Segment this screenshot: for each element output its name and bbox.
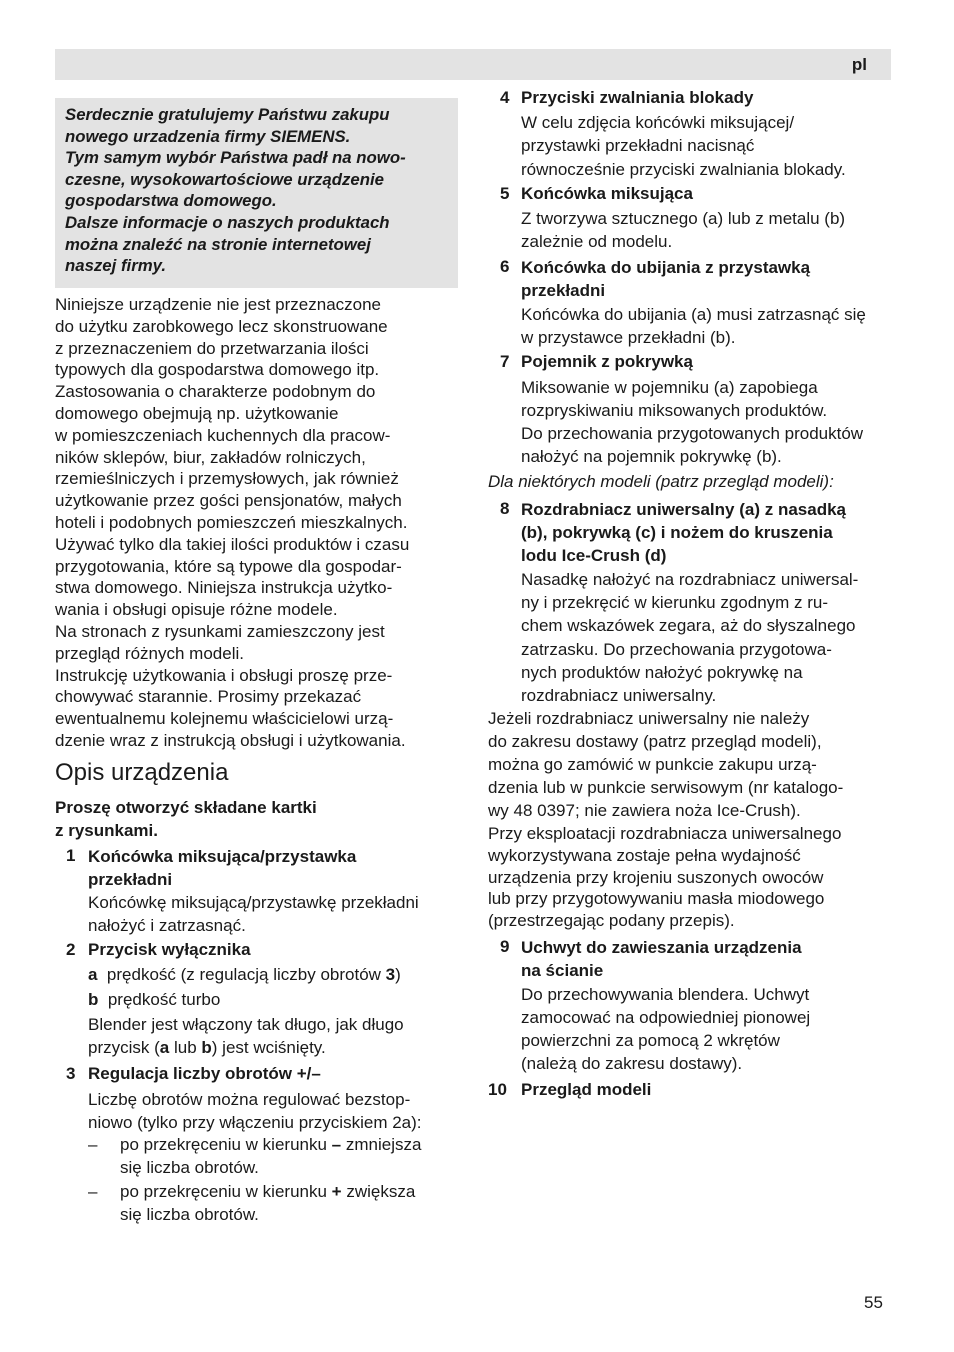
item-number: 1 bbox=[66, 846, 76, 865]
item-number: 5 bbox=[500, 184, 510, 203]
text-line: równocześnie przyciski zwalniania blokady. bbox=[521, 159, 846, 179]
body-line: przygotowania, które są typowe dla gospodar- bbox=[55, 556, 402, 576]
item-number: 4 bbox=[500, 88, 510, 107]
text-line: Z tworzywa sztucznego (a) lub z metalu (b) bbox=[521, 209, 846, 228]
option-label: b bbox=[88, 990, 99, 1009]
text-bold: + bbox=[331, 1182, 342, 1201]
text-line: (przestrzegając podany przepis). bbox=[488, 911, 735, 931]
text-line: wy 48 0397; nie zawiera noża Ice-Crush). bbox=[488, 801, 801, 820]
text-part: po przekręceniu w kierunku bbox=[120, 1182, 332, 1201]
text-line: rozdrabniacz uniwersalny. bbox=[521, 686, 717, 706]
intro-line: można znaleźć na stronie internetowej bbox=[65, 234, 371, 254]
text-line: Końcówka do ubijania (a) musi zatrzasnąć się bbox=[521, 305, 866, 324]
heading-line: na ścianie bbox=[521, 961, 604, 980]
paragraph-text bbox=[488, 823, 841, 932]
dash-text-2b: się liczba obrotów. bbox=[120, 1205, 259, 1224]
dash-text-1 bbox=[120, 1134, 421, 1156]
item-heading bbox=[521, 936, 802, 982]
intro-box bbox=[55, 98, 458, 288]
body-line: ewentualnemu kolejnemu właścicielowi urzą- bbox=[55, 709, 394, 729]
body-line: użytkowanie przez gości pensjonatów, małych bbox=[55, 491, 402, 511]
paragraph-text bbox=[488, 707, 843, 822]
item-heading bbox=[521, 183, 693, 205]
text-line: urządzenia przy krojeniu suszonych owoców bbox=[488, 867, 824, 887]
text-part: zmniejsza bbox=[341, 1135, 422, 1154]
text-line: lub przy przygotowywaniu masła miodowego bbox=[488, 889, 825, 909]
body-paragraph bbox=[55, 294, 460, 752]
option-text: prędkość turbo bbox=[107, 990, 221, 1009]
option-label: a bbox=[88, 965, 98, 984]
body-line: Niniejsze urządzenie nie jest przeznaczone bbox=[55, 295, 382, 314]
text-line: nałożyć na pojemnik pokrywkę (b). bbox=[521, 447, 782, 466]
body-line: typowych dla gospodarstwa domowego itp. bbox=[55, 360, 380, 380]
heading-line: lodu Ice-Crush (d) bbox=[521, 546, 667, 565]
text-line: zatrzasku. Do przechowania przygotowa- bbox=[521, 639, 832, 659]
intro-line: gospodarstwa domowego. bbox=[65, 191, 277, 211]
header-bar bbox=[55, 49, 891, 80]
item-heading bbox=[88, 1063, 321, 1085]
text-line: rozpryskiwaniu miksowanych produktów. bbox=[521, 401, 828, 420]
heading-line: Końcówka do ubijania z przystawką bbox=[521, 258, 811, 277]
option-bold: 3 bbox=[385, 965, 396, 984]
text-line: zależnie od modelu. bbox=[521, 232, 673, 251]
text-part: po przekręceniu w kierunku bbox=[120, 1135, 332, 1154]
text-line: chem wskazówek zegara, aż do słyszalnego bbox=[521, 616, 856, 636]
intro-line: Serdecznie gratulujemy Państwu zakupu bbox=[65, 105, 390, 124]
option-b bbox=[88, 989, 220, 1011]
body-line: do użytku zarobkowego lecz skonstruowane bbox=[55, 316, 388, 336]
text-line: Jeżeli rozdrabniacz uniwersalny nie należy bbox=[488, 709, 810, 728]
item-number: 7 bbox=[500, 352, 510, 371]
text-line: przystawki przekładni nacisnąć bbox=[521, 136, 755, 156]
item-heading bbox=[521, 87, 753, 109]
item-number: 8 bbox=[500, 499, 510, 518]
text-line: w przystawce przekładni (b). bbox=[521, 328, 736, 347]
item-heading bbox=[88, 939, 251, 961]
text-part: przycisk ( bbox=[88, 1038, 160, 1057]
body-line: Instrukcję użytkowania i obsługi proszę prze- bbox=[55, 665, 393, 685]
body-line: hoteli i podobnych pomieszczeń mieszkalnych. bbox=[55, 512, 408, 532]
heading-line: Końcówka miksująca/przystawka bbox=[88, 847, 357, 866]
body-line: stwa domowego. Niniejsza instrukcja użytko- bbox=[55, 578, 393, 598]
item-text bbox=[521, 111, 846, 181]
text-line: nych produktów nałożyć pokrywkę na bbox=[521, 662, 803, 682]
text-line: do zakresu dostawy (patrz przegląd modeli), bbox=[488, 732, 822, 751]
text-line: Miksowanie w pojemniku (a) zapobiega bbox=[521, 378, 818, 397]
body-line: wania i obsługi opisuje różne modele. bbox=[55, 600, 338, 620]
intro-text bbox=[65, 104, 455, 277]
item-text bbox=[88, 1088, 422, 1134]
heading-line: Przycisk wyłącznika bbox=[88, 940, 251, 959]
page-number: 55 bbox=[864, 1293, 883, 1312]
language-label: pl bbox=[851, 55, 867, 74]
body-line: domowego obejmują np. użytkowanie bbox=[55, 403, 339, 423]
body-line: Na stronach z rysunkami zamieszczony jest bbox=[55, 621, 385, 641]
text-line: W celu zdjęcia końcówki miksującej/ bbox=[521, 113, 795, 132]
text-line: ny i przekręcić w kierunku zgodnym z ru- bbox=[521, 593, 829, 613]
heading-line: Regulacja liczby obrotów +/– bbox=[88, 1064, 321, 1083]
intro-line: nowego urzadzenia firmy SIEMENS. bbox=[65, 126, 351, 146]
item-heading bbox=[521, 498, 846, 567]
item-text bbox=[521, 376, 863, 468]
heading-line: przekładni bbox=[88, 870, 173, 889]
item-heading bbox=[521, 351, 693, 373]
text-line: (należą do zakresu dostawy). bbox=[521, 1054, 743, 1073]
heading-line: (b), pokrywką (c) i nożem do kruszenia bbox=[521, 523, 833, 542]
item-heading bbox=[88, 845, 356, 891]
option-text: prędkość (z regulacją liczby obrotów bbox=[106, 965, 386, 984]
item-text bbox=[521, 983, 810, 1075]
text-part: ) jest wciśnięty. bbox=[211, 1038, 326, 1057]
models-note: Dla niektórych modeli (patrz przegląd modeli): bbox=[488, 472, 834, 491]
item-number: 3 bbox=[66, 1064, 76, 1083]
item-text bbox=[521, 207, 845, 253]
item-number: 10 bbox=[488, 1080, 507, 1099]
body-line: Zastosowania o charakterze podobnym do bbox=[55, 382, 376, 402]
dash-text-2 bbox=[120, 1181, 415, 1203]
item-text bbox=[521, 568, 858, 707]
text-line: wykorzystywana zostaje pełna wydajność bbox=[488, 845, 801, 865]
body-line: chowywać starannie. Prosimy przekazać bbox=[55, 687, 362, 707]
heading-line: Uchwyt do zawieszania urządzenia bbox=[521, 938, 802, 957]
text-part: lub bbox=[169, 1038, 202, 1057]
text-line: Do przechowania przygotowanych produktów bbox=[521, 424, 864, 443]
text-part: zwiększa bbox=[341, 1182, 416, 1201]
item-text-line: Blender jest włączony tak długo, jak długo bbox=[88, 1015, 404, 1034]
item-number: 2 bbox=[66, 940, 76, 959]
heading-line: Przyciski zwalniania blokady bbox=[521, 88, 754, 107]
text-line: Nasadkę nałożyć na rozdrabniacz uniwersal- bbox=[521, 570, 859, 589]
body-line: w pomieszczeniach kuchennych dla pracow- bbox=[55, 425, 391, 445]
dash: – bbox=[88, 1135, 98, 1154]
body-line: dzenie wraz z instrukcją obsługi i użytkowania. bbox=[55, 730, 406, 750]
section-title: Opis urządzenia bbox=[55, 759, 229, 786]
item-text-line-2 bbox=[88, 1037, 326, 1059]
intro-line: czesne, wysokowartościowe urządzenie bbox=[65, 169, 384, 189]
heading-line: Rozdrabniacz uniwersalny (a) z nasadką bbox=[521, 500, 846, 519]
item-text bbox=[88, 891, 419, 937]
body-line: z przeznaczeniem do przetwarzania ilości bbox=[55, 338, 369, 358]
body-line: rzemieślniczych i przemysłowych, jak również bbox=[55, 469, 399, 489]
intro-line: Dalsze informacje o naszych produktach bbox=[65, 212, 390, 232]
text-bold: a bbox=[159, 1038, 170, 1057]
item-number: 6 bbox=[500, 257, 510, 276]
item-heading bbox=[521, 256, 810, 302]
text-line: można go zamówić w punkcie zakupu urzą- bbox=[488, 755, 817, 774]
heading-line: Pojemnik z pokrywką bbox=[521, 352, 693, 371]
text-line: Końcówkę miksującą/przystawkę przekładni bbox=[88, 893, 419, 912]
heading-line: Przegląd modeli bbox=[521, 1080, 652, 1099]
item-heading bbox=[521, 1079, 651, 1101]
text-bold: – bbox=[331, 1135, 342, 1154]
text-line: dzenia lub w punkcie serwisowym (nr katalogo- bbox=[488, 778, 844, 797]
text-line: zamocować na odpowiedniej pionowej bbox=[521, 1008, 811, 1027]
text-line: nałożyć i zatrzasnąć. bbox=[88, 916, 246, 935]
text-line: powierzchni za pomocą 2 wkrętów bbox=[521, 1031, 780, 1050]
text-line: Przy eksploatacji rozdrabniacza uniwersalnego bbox=[488, 824, 842, 843]
option-a bbox=[88, 964, 401, 986]
text-bold: b bbox=[201, 1038, 212, 1057]
intro-line: naszej firmy. bbox=[65, 256, 167, 276]
text-line: Do przechowywania blendera. Uchwyt bbox=[521, 985, 810, 1004]
heading-line: Końcówka miksująca bbox=[521, 184, 693, 203]
option-text-end: ) bbox=[395, 965, 401, 984]
text-line: Liczbę obrotów można regulować bezstop- bbox=[88, 1090, 411, 1109]
item-text bbox=[521, 303, 866, 349]
item-number: 9 bbox=[500, 937, 510, 956]
section-intro-line: z rysunkami. bbox=[55, 821, 158, 840]
text-line: niowo (tylko przy włączeniu przyciskiem 2a): bbox=[88, 1113, 422, 1132]
body-line: ników sklepów, biur, zakładów rolniczych, bbox=[55, 447, 366, 467]
section-intro bbox=[55, 796, 317, 842]
dash-item-2 bbox=[88, 1181, 97, 1203]
dash-text-1b: się liczba obrotów. bbox=[120, 1158, 259, 1177]
dash: – bbox=[88, 1182, 98, 1201]
body-line: przegląd różnych modeli. bbox=[55, 643, 244, 663]
body-line: Używać tylko dla takiej ilości produktów i czasu bbox=[55, 534, 410, 554]
section-intro-line: Proszę otworzyć składane kartki bbox=[55, 798, 317, 817]
intro-line: Tym samym wybór Państwa padł na nowo- bbox=[65, 148, 406, 168]
heading-line: przekładni bbox=[521, 281, 606, 300]
dash-item-1 bbox=[88, 1134, 97, 1156]
